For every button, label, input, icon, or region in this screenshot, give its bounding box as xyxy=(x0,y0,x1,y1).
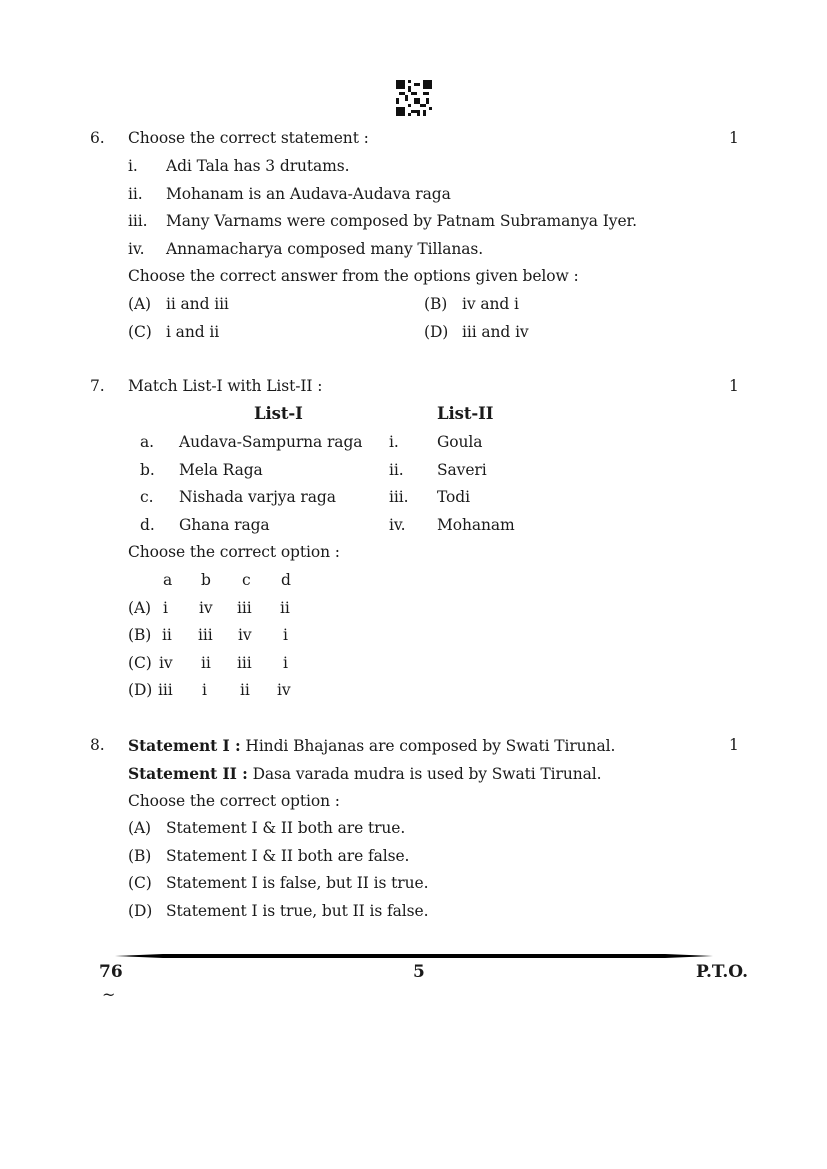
q8-option-key: (C) xyxy=(128,874,152,892)
q8-instruction: Choose the correct option : xyxy=(128,792,340,810)
q6-statement-num: iii. xyxy=(128,212,148,230)
q8-number: 8. xyxy=(90,736,105,754)
q7-option-cell: iv xyxy=(159,654,173,672)
q7-row-roman: ii. xyxy=(389,461,404,479)
q7-list2-item: Saveri xyxy=(437,461,487,479)
q8-statement-1-label: Statement I : xyxy=(128,736,241,755)
q7-option-cell: i xyxy=(202,681,207,699)
q7-option-cell: i xyxy=(283,626,288,644)
q7-option-cell: iii xyxy=(237,654,252,672)
q7-option-cell: iv xyxy=(199,599,213,617)
q6-statement-num: ii. xyxy=(128,185,143,203)
q7-option-cell: ii xyxy=(201,654,211,672)
q7-option-cell: iv xyxy=(238,626,252,644)
qr-code xyxy=(396,80,432,116)
q6-option-value: i and ii xyxy=(166,323,220,341)
q6-statement: Annamacharya composed many Tillanas. xyxy=(166,240,484,258)
q6-option-value: ii and iii xyxy=(166,295,229,313)
q7-option-key: (C) xyxy=(128,654,152,672)
q6-option-value: iii and iv xyxy=(462,323,529,341)
q8-option-value: Statement I is true, but II is false. xyxy=(166,902,429,920)
q7-row-letter: d. xyxy=(140,516,155,534)
q7-row-letter: c. xyxy=(140,488,154,506)
q7-instruction: Choose the correct option : xyxy=(128,543,340,561)
q7-option-key: (B) xyxy=(128,626,152,644)
q7-option-cell: i xyxy=(163,599,168,617)
q7-list2-item: Todi xyxy=(437,488,470,506)
q7-list2-item: Mohanam xyxy=(437,516,515,534)
q8-statement-1-text: Hindi Bhajanas are composed by Swati Tirunal. xyxy=(245,737,616,755)
q8-statement-2 xyxy=(128,764,601,783)
q6-statement: Many Varnams were composed by Patnam Subramanya Iyer. xyxy=(166,212,637,230)
q7-list1-item: Nishada varjya raga xyxy=(179,488,336,506)
q8-statement-2-text: Dasa varada mudra is used by Swati Tirunal. xyxy=(252,765,602,783)
q6-number: 6. xyxy=(90,129,105,147)
q7-marks: 1 xyxy=(729,377,739,395)
q8-marks: 1 xyxy=(729,736,739,754)
q8-option-value: Statement I & II both are true. xyxy=(166,819,406,837)
q8-option-key: (D) xyxy=(128,902,153,920)
paper-code: 76 xyxy=(99,962,123,982)
q8-statement-2-label: Statement II : xyxy=(128,764,248,783)
pto-label: P.T.O. xyxy=(696,962,748,982)
q6-option-key: (C) xyxy=(128,323,152,341)
q7-list1-item: Audava-Sampurna raga xyxy=(179,433,363,451)
q6-statement: Mohanam is an Audava-Audava raga xyxy=(166,185,451,203)
q7-row-letter: a. xyxy=(140,433,154,451)
q7-option-cell: i xyxy=(283,654,288,672)
q6-question: Choose the correct statement : xyxy=(128,129,369,147)
q7-col-head: d xyxy=(281,571,291,589)
q7-option-cell: iii xyxy=(158,681,173,699)
q7-row-roman: i. xyxy=(389,433,399,451)
q7-list2-heading: List-II xyxy=(437,404,494,423)
q7-list1-heading: List-I xyxy=(254,404,303,423)
q8-option-key: (B) xyxy=(128,847,152,865)
q6-option-key: (D) xyxy=(424,323,449,341)
footer-rule xyxy=(115,954,713,958)
q8-option-value: Statement I & II both are false. xyxy=(166,847,410,865)
q7-col-head: c xyxy=(242,571,251,589)
page-number: 5 xyxy=(413,962,425,982)
q7-list1-item: Mela Raga xyxy=(179,461,263,479)
q8-option-value: Statement I is false, but II is true. xyxy=(166,874,429,892)
q7-question: Match List-I with List-II : xyxy=(128,377,323,395)
q6-option-value: iv and i xyxy=(462,295,519,313)
q7-row-letter: b. xyxy=(140,461,155,479)
q7-row-roman: iii. xyxy=(389,488,409,506)
q8-option-key: (A) xyxy=(128,819,151,837)
q7-row-roman: iv. xyxy=(389,516,406,534)
q7-option-cell: ii xyxy=(162,626,172,644)
q7-col-head: b xyxy=(201,571,211,589)
q6-instruction: Choose the correct answer from the options given below : xyxy=(128,267,579,285)
q7-list2-item: Goula xyxy=(437,433,483,451)
q7-option-key: (A) xyxy=(128,599,151,617)
q6-option-key: (A) xyxy=(128,295,151,313)
q7-option-cell: iii xyxy=(237,599,252,617)
q8-statement-1 xyxy=(128,736,615,755)
footer-tilde: ~ xyxy=(102,985,116,1004)
q7-col-head: a xyxy=(163,571,173,589)
q6-statement: Adi Tala has 3 drutams. xyxy=(166,157,350,175)
q7-option-cell: iv xyxy=(277,681,291,699)
q7-option-cell: ii xyxy=(280,599,290,617)
q7-option-key: (D) xyxy=(128,681,153,699)
q7-option-cell: iii xyxy=(198,626,213,644)
q6-option-key: (B) xyxy=(424,295,448,313)
q7-option-cell: ii xyxy=(240,681,250,699)
q6-marks: 1 xyxy=(729,129,739,147)
q7-list1-item: Ghana raga xyxy=(179,516,270,534)
q7-number: 7. xyxy=(90,377,105,395)
q6-statement-num: i. xyxy=(128,157,138,175)
q6-statement-num: iv. xyxy=(128,240,145,258)
